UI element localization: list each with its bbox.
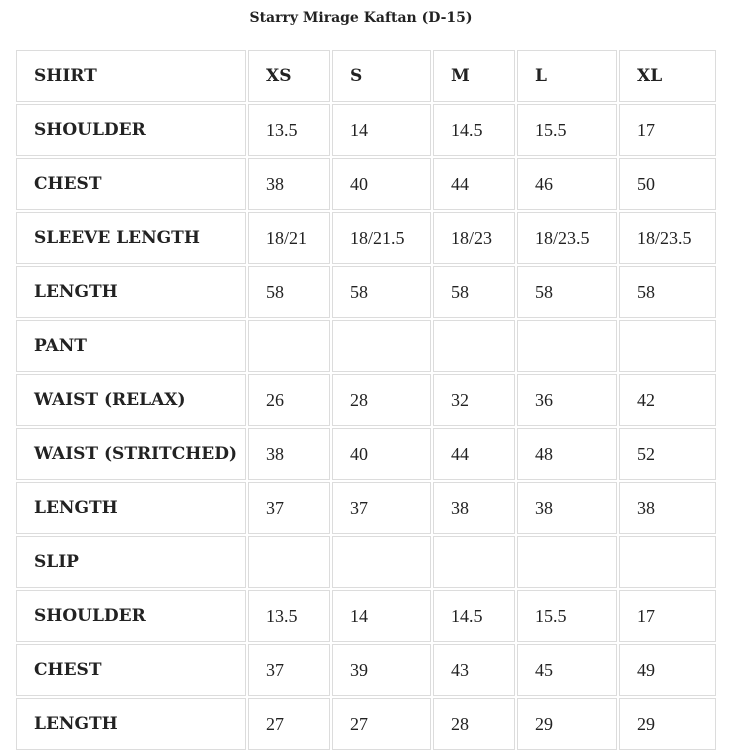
size-value-cell: 15.5 <box>517 104 617 156</box>
size-value-cell: 14 <box>332 590 431 642</box>
row-label: SLEEVE LENGTH <box>16 212 246 264</box>
size-value-cell: 45 <box>517 644 617 696</box>
size-value-cell <box>248 536 330 588</box>
size-value-cell: 18/21 <box>248 212 330 264</box>
size-value-cell: 49 <box>619 644 716 696</box>
row-label: CHEST <box>16 158 246 210</box>
row-label: SHOULDER <box>16 104 246 156</box>
table-row <box>16 374 716 426</box>
size-value-cell: 37 <box>248 482 330 534</box>
row-label: SLIP <box>16 536 246 588</box>
size-value-cell: 38 <box>517 482 617 534</box>
size-value-cell: 44 <box>433 428 515 480</box>
size-value-cell <box>433 536 515 588</box>
table-header-row <box>16 50 716 102</box>
table-row <box>16 104 716 156</box>
size-header-cell: XL <box>619 50 716 102</box>
table-row <box>16 536 716 588</box>
size-chart-table <box>14 48 718 752</box>
size-value-cell: 43 <box>433 644 515 696</box>
size-value-cell: 27 <box>332 698 431 750</box>
size-value-cell: 17 <box>619 590 716 642</box>
size-value-cell: 58 <box>248 266 330 318</box>
size-value-cell: 58 <box>619 266 716 318</box>
size-value-cell <box>517 320 617 372</box>
row-label: WAIST (RELAX) <box>16 374 246 426</box>
size-value-cell: 44 <box>433 158 515 210</box>
size-value-cell: 28 <box>433 698 515 750</box>
row-label: LENGTH <box>16 698 246 750</box>
size-value-cell: 32 <box>433 374 515 426</box>
size-value-cell: 26 <box>248 374 330 426</box>
size-value-cell: 15.5 <box>517 590 617 642</box>
size-value-cell: 42 <box>619 374 716 426</box>
size-value-cell: 14.5 <box>433 104 515 156</box>
size-value-cell: 48 <box>517 428 617 480</box>
size-value-cell <box>332 536 431 588</box>
size-value-cell: 18/23.5 <box>517 212 617 264</box>
size-value-cell: 58 <box>332 266 431 318</box>
table-row <box>16 644 716 696</box>
size-value-cell: 39 <box>332 644 431 696</box>
row-label: LENGTH <box>16 482 246 534</box>
size-value-cell: 38 <box>248 428 330 480</box>
size-header-cell: S <box>332 50 431 102</box>
size-header-cell: M <box>433 50 515 102</box>
table-row <box>16 266 716 318</box>
size-value-cell: 38 <box>433 482 515 534</box>
size-value-cell: 38 <box>248 158 330 210</box>
size-header-cell: L <box>517 50 617 102</box>
row-label: SHOULDER <box>16 590 246 642</box>
row-label: PANT <box>16 320 246 372</box>
size-value-cell <box>619 536 716 588</box>
size-value-cell <box>517 536 617 588</box>
row-label: LENGTH <box>16 266 246 318</box>
size-value-cell: 17 <box>619 104 716 156</box>
size-value-cell: 37 <box>332 482 431 534</box>
size-value-cell: 36 <box>517 374 617 426</box>
size-value-cell: 14.5 <box>433 590 515 642</box>
row-label: WAIST (STRITCHED) <box>16 428 246 480</box>
size-value-cell: 18/21.5 <box>332 212 431 264</box>
size-value-cell: 37 <box>248 644 330 696</box>
table-row <box>16 212 716 264</box>
size-header-cell: XS <box>248 50 330 102</box>
table-row <box>16 158 716 210</box>
size-value-cell <box>619 320 716 372</box>
size-value-cell: 58 <box>433 266 515 318</box>
size-value-cell: 40 <box>332 428 431 480</box>
size-value-cell: 52 <box>619 428 716 480</box>
table-row <box>16 320 716 372</box>
size-value-cell: 18/23 <box>433 212 515 264</box>
row-label: CHEST <box>16 644 246 696</box>
size-value-cell: 58 <box>517 266 617 318</box>
size-value-cell: 13.5 <box>248 104 330 156</box>
size-value-cell: 27 <box>248 698 330 750</box>
row-label: SHIRT <box>16 50 246 102</box>
size-value-cell: 50 <box>619 158 716 210</box>
size-value-cell: 29 <box>517 698 617 750</box>
size-value-cell: 40 <box>332 158 431 210</box>
size-value-cell: 29 <box>619 698 716 750</box>
table-row <box>16 590 716 642</box>
page-title: Starry Mirage Kaftan (D-15) <box>249 10 473 26</box>
size-value-cell: 38 <box>619 482 716 534</box>
size-value-cell: 18/23.5 <box>619 212 716 264</box>
size-value-cell <box>433 320 515 372</box>
table-row <box>16 428 716 480</box>
size-value-cell: 13.5 <box>248 590 330 642</box>
table-row <box>16 698 716 750</box>
size-value-cell: 14 <box>332 104 431 156</box>
size-value-cell <box>332 320 431 372</box>
table-row <box>16 482 716 534</box>
size-value-cell: 28 <box>332 374 431 426</box>
size-value-cell <box>248 320 330 372</box>
size-value-cell: 46 <box>517 158 617 210</box>
